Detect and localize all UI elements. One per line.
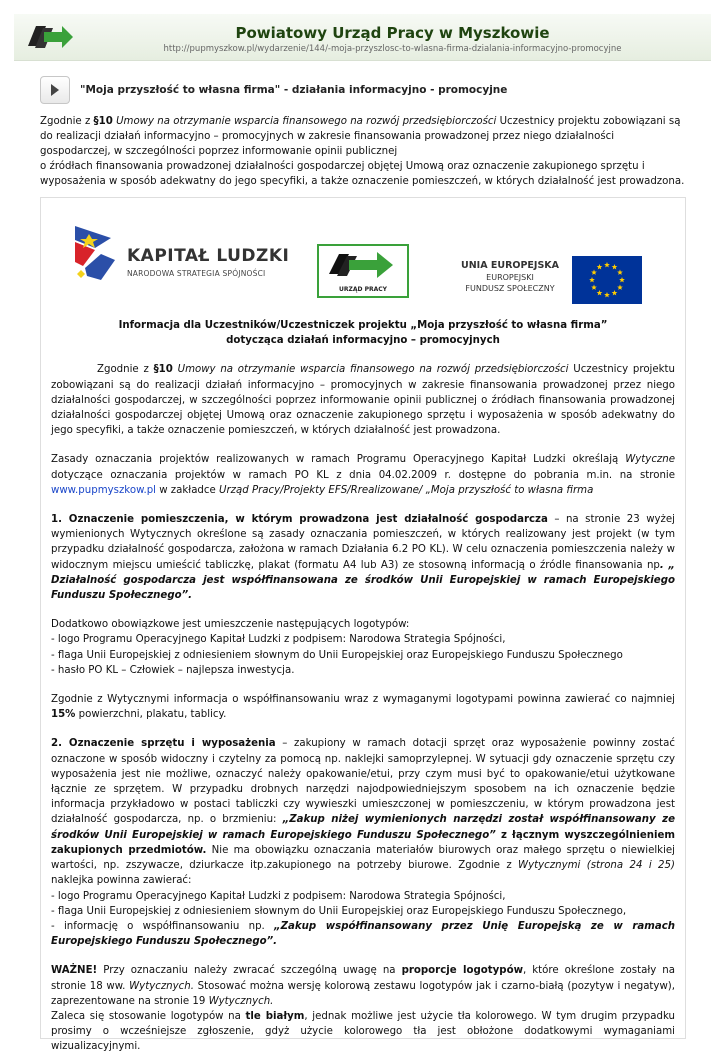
heading-line-1: Informacja dla Uczestników/Uczestniczek projektu „Moja przyszłość to własna firma” <box>118 320 608 331</box>
text: Zgodnie z <box>97 364 154 376</box>
urzad-pracy-logo-icon[interactable] <box>26 20 74 54</box>
kapital-ludzki-logo <box>127 246 289 278</box>
white-background-note <box>51 1009 675 1055</box>
back-arrow-button[interactable] <box>40 76 70 104</box>
text-bold-italic: „Zakup niżej wymienionych narzędzi został współfinansowany ze środków Unii Europejskiej w ramach Europejskiego Funduszu Społecznego” <box>51 814 675 841</box>
ue-line-3: FUNDUSZ SPOŁECZNY <box>465 284 555 293</box>
kapital-ludzki-title: KAPITAŁ LUDZKI <box>127 246 290 266</box>
list-item <box>51 919 675 949</box>
doc-paragraph-2 <box>51 452 675 498</box>
site-title[interactable]: Powiatowy Urząd Pracy w Myszkowie <box>235 24 550 42</box>
text-bold: tle białym <box>245 1010 305 1022</box>
text: , które określone zostały na stronie 18 ww. <box>51 965 675 992</box>
logo-strip <box>41 218 685 308</box>
text-italic: Umowy na otrzymanie wsparcia finansowego na rozwój przedsiębiorczości <box>177 364 569 376</box>
ue-line-2: EUROPEJSKI <box>486 273 534 282</box>
text: Zaleca się stosowanie logotypów na <box>51 1010 246 1022</box>
intro-paragraph-2: o źródłach finansowania prowadzonej działalności gospodarczej objętej Umową oraz oznaczenie zakupionego sprzętu i wyposażenia w sposób adekwatny do jego specyfiki, a także oznaczenie pomieszczeń, w których działalność jest prowadzona. <box>40 161 685 187</box>
urzad-pracy-label: URZĄD PRACY <box>339 286 387 293</box>
doc-paragraph-1 <box>51 362 675 438</box>
section-2-title: 2. Oznaczenie sprzętu i wyposażenia <box>51 738 276 750</box>
text-bold: proporcje logotypów <box>401 965 523 977</box>
article-intro <box>40 114 686 189</box>
eu-flag-icon <box>572 256 642 304</box>
ue-efs-logo <box>461 260 559 293</box>
important-note <box>51 963 675 1009</box>
text: powierzchni, plakatu, tablicy. <box>75 709 227 721</box>
kapital-ludzki-flag-icon <box>71 224 119 294</box>
text: Stosować można wersję kolorową zestawu logotypów jak i czarno-białą (pozytyw i negatyw), zaprezentowane na stronie 19 <box>51 980 676 1007</box>
text-bold: z łącznym wyszczególnieniem zakupionych przedmiotów. <box>51 829 675 856</box>
text: w zakładce <box>156 484 220 496</box>
text: Zasady oznaczania projektów realizowanych w ramach Programu Operacyjnego Kapitał Ludzki określają <box>51 454 626 466</box>
document-image <box>40 197 686 1053</box>
eu-star-icon <box>617 285 623 290</box>
urzad-pracy-logo <box>317 244 409 298</box>
document-heading <box>51 318 675 348</box>
logo-list-intro: Dodatkowo obowiązkowe jest umieszczenie następujących logotypów: <box>51 619 410 631</box>
eu-star-icon <box>597 264 603 269</box>
text-bold: §10 <box>93 116 113 127</box>
eu-star-icon <box>591 270 597 275</box>
text-bold: 15% <box>51 709 76 721</box>
text: dotyczące oznaczania projektów w ramach PO KL z dnia 04.02.2009 r. dostępne do pobrania m.in. na stronie <box>51 469 675 481</box>
section-1-title: 1. Oznaczenie pomieszczenia, w którym prowadzona jest działalność gospodarcza <box>51 514 548 526</box>
eu-star-icon <box>589 277 595 282</box>
document-body <box>51 318 675 1055</box>
text: Przy oznaczaniu należy zwracać szczególną uwagę na <box>97 965 402 977</box>
eu-star-icon <box>597 290 603 295</box>
heading-line-2: dotycząca działań informacyjno – promocyjnych <box>226 335 500 347</box>
text-bold: WAŻNE! <box>51 965 98 977</box>
eu-star-icon <box>612 290 618 295</box>
doc-section-2 <box>51 736 675 888</box>
text: – zakupiony w ramach dotacji sprzęt oraz wyposażenie powinny zostać oznaczone w sposób widoczny i czytelny za pomocą np. naklejki samoprzylepnej. W sytuacji gdy oznaczenie sprzętu czy wyposażenia jest nie możliwe, oznaczyć należy opakowanie/etui, przy czym musi być to opakowanie/etui użytkowane łącznie ze sprzętem. W przypadku drobnych narzędzi najodpowiedniejszym sposobem na ich oznaczenie będzie informacja przykładowo w postaci tabliczki czy wywieszki umieszczonej w pomieszczeniu, w którym prowadzona jest działalność gospodarcza, np. o brzmieniu: <box>51 738 675 826</box>
site-header <box>14 14 711 61</box>
eu-star-icon <box>591 285 597 290</box>
website-link[interactable]: www.pupmyszkow.pl <box>51 484 156 496</box>
text-italic: Urząd Pracy/Projekty EFS/Rrealizowane/ „Moja przyszłość to własna firma <box>219 484 594 496</box>
doc-section-1 <box>51 512 675 603</box>
text: Nie ma obowiązku oznaczania materiałów biurowych oraz małego sprzętu o niewielkiej wartości, np. zszywacze, dziurkacze itp.zakupionego na potrzeby biurowe. Zgodnie z <box>51 844 675 872</box>
eu-star-icon <box>612 264 618 269</box>
text-italic: Wytycznymi (strona 24 i 25) <box>518 860 675 872</box>
list-item: - logo Programu Operacyjnego Kapitał Ludzki z podpisem: Narodowa Strategia Spójności, <box>51 890 506 902</box>
list-item: - hasło PO KL – Człowiek – najlepsza inwestycja. <box>51 664 295 676</box>
text: Zgodnie z Wytycznymi informacja o współfinansowaniu wraz z wymaganymi logotypami powinna zawierać co najmniej <box>51 694 675 706</box>
text: naklejka powinna zawierać: <box>51 875 192 887</box>
text-bold-italic: . „ Działalność gospodarcza jest współfinansowana ze środków Unii Europejskiej w ramach Europejskiego Funduszu Społecznego”. <box>51 559 675 602</box>
text-italic: Wytycznych. <box>129 980 194 992</box>
kapital-ludzki-subtitle: NARODOWA STRATEGIA SPÓJNOŚCI <box>127 269 266 278</box>
text: – na stronie 23 wyżej wymienionych Wytycznych określone są zasady oznaczania pomieszczeń, w których realizowany jest projekt (w tym przypadku działalność gospodarcza, założona w ramach Działania 6.2 PO KL). W celu oznaczenia pomieszczenia należy w widocznym miejscu umieścić tabliczkę, plakat (formatu A4 lub A3) ze stosowną informacją o źródle finansowania np <box>51 514 676 571</box>
eu-star-icon <box>604 262 610 267</box>
intro-paragraph-1 <box>40 114 686 159</box>
text: Zgodnie z <box>40 116 94 127</box>
list-item: - logo Programu Operacyjnego Kapitał Ludzki z podpisem: Narodowa Strategia Spójności, <box>51 634 506 646</box>
eu-star-icon <box>604 292 610 297</box>
text-italic: Wytycznych. <box>208 995 274 1007</box>
eu-star-icon <box>617 270 623 275</box>
list-item: - flaga Unii Europejskiej z odniesieniem słownym do Unii Europejskiej oraz Europejskiego Funduszu Społecznego, <box>51 905 627 917</box>
article-title: "Moja przyszłość to własna firma" - działania informacyjno - promocyjne <box>80 84 508 96</box>
text-bold: §10 <box>153 364 173 376</box>
text-bold-italic: „Zakup współfinansowany przez Unię Europejską ze w ramach Europejskiego Funduszu Społecznego”. <box>51 920 676 948</box>
text: Uczestnicy projektu zobowiązani są do realizacji działań informacyjno – promocyjnych w zakresie finansowania prowadzonej przez niego działalności gospodarczej, w szczególności poprzez informowanie opinii publicznej <box>40 116 681 157</box>
page-url: http://pupmyszkow.pl/wydarzenie/144/-moja-przyszlosc-to-wlasna-firma-dzialania-informacyjno-promocyjne <box>163 44 622 54</box>
doc-paragraph-3 <box>51 692 675 722</box>
urzad-pracy-arrow-icon <box>319 246 403 282</box>
text: Uczestnicy projektu zobowiązani są do realizacji działań informacyjno – promocyjnych w zakresie finansowania prowadzonej przez niego działalności gospodarczej, w szczególności poprzez informowanie opinii publicznej o źródłach finansowania prowadzonej działalności gospodarczej objętej Umową oraz oznaczenie zakupionego sprzętu i wyposażenia w sposób adekwatny do jego specyfiki, a także oznaczenie pomieszczeń, w których działalność jest prowadzona. <box>51 364 676 437</box>
chevron-right-icon <box>49 83 61 97</box>
ue-line-1: UNIA EUROPEJSKA <box>461 260 559 271</box>
eu-star-icon <box>619 277 625 282</box>
text-italic: Wytyczne <box>625 454 675 466</box>
list-item: - flaga Unii Europejskiej z odniesieniem słownym do Unii Europejskiej oraz Europejskiego Funduszu Społecznego <box>51 649 623 661</box>
text-italic: Umowy na otrzymanie wsparcia finansowego na rozwój przedsiębiorczości <box>116 116 497 127</box>
text: - informację o współfinansowaniu np. <box>51 920 275 932</box>
text: , jednak możliwe jest użycie tła kolorowego. W tym drugim przypadku prosimy o wcześniejsze zgłoszenie, gdyż użycie kolorowego tła jest obłożone dodatkowymi wymaganiami wizualizacyjnymi. <box>51 1010 676 1053</box>
